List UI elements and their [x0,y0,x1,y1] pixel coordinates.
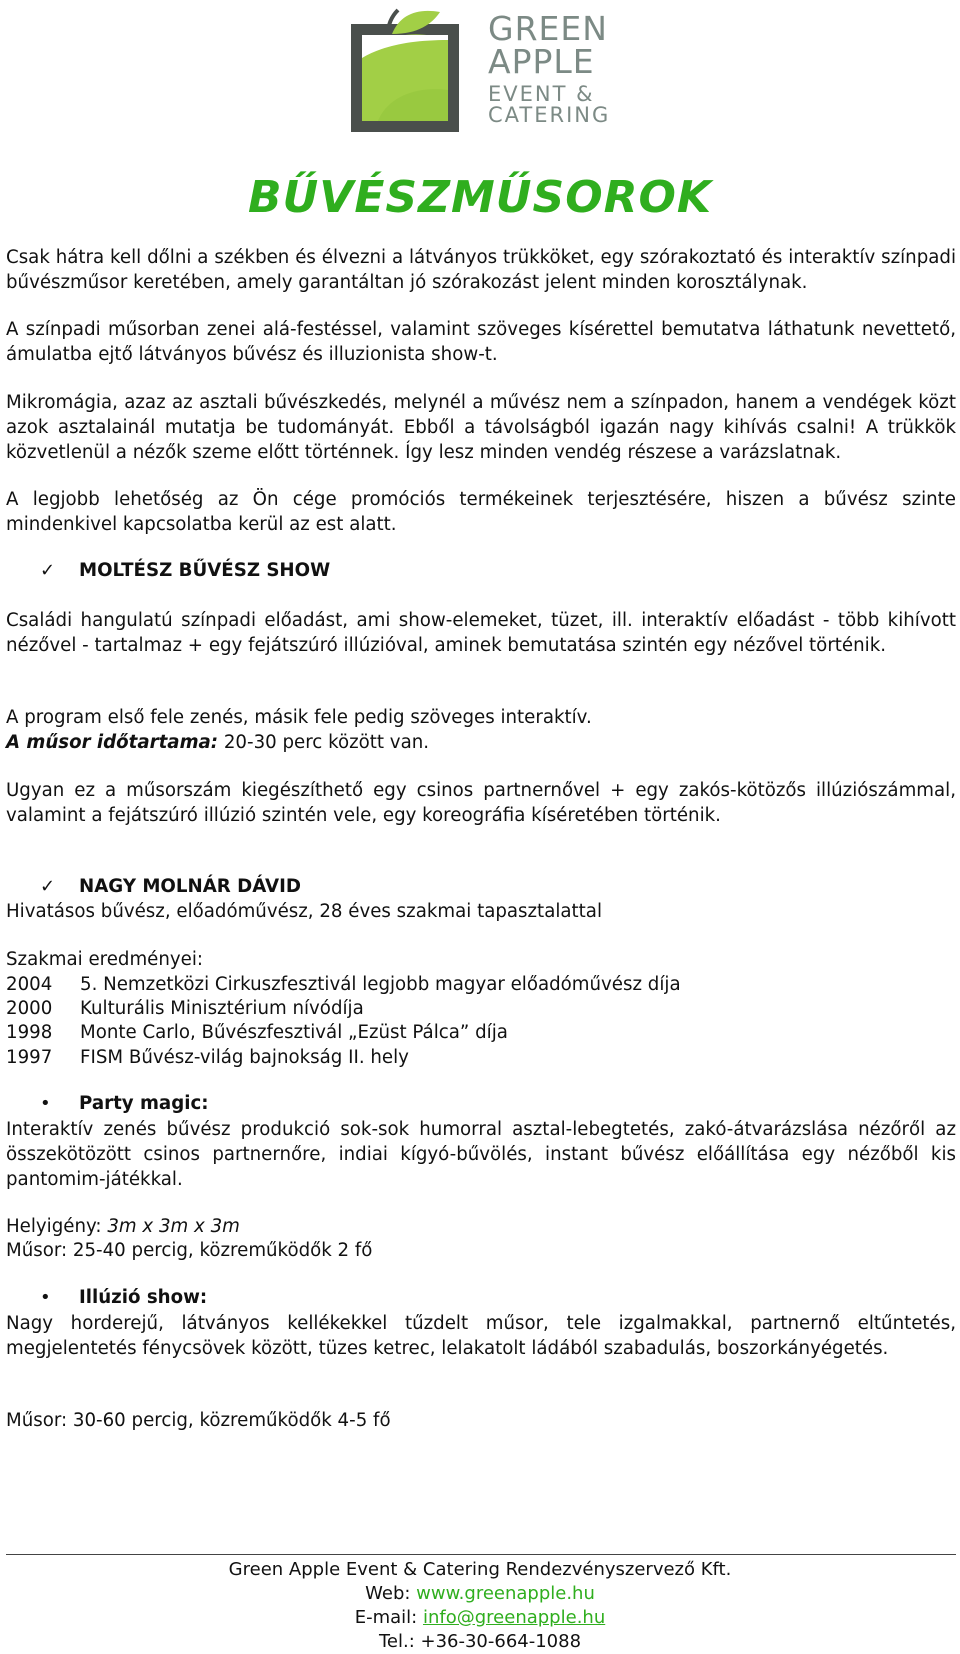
space-label: Helyigény: [6,1216,108,1237]
apple-logo-icon [348,6,478,134]
result-row [6,972,956,997]
illusion-show-info: Műsor: 30-60 percig, közreműködők 4-5 fő [6,1410,391,1431]
footer-phone: Tel.: +36-30-664-1088 [378,1631,582,1652]
logo-line-green: GREEN [488,9,608,48]
bullet-icon: • [40,1093,51,1114]
result-text: FISM Bűvész-világ bajnokság II. hely [80,1047,409,1068]
result-row [6,1045,956,1070]
check-icon: ✓ [40,876,56,897]
result-year: 1997 [6,1047,53,1068]
email-label: E-mail: [354,1607,423,1628]
intro-paragraph-2: A színpadi műsorban zenei alá-festéssel, valamint szöveges kísérettel bemutatva láthatunk nevettető, ámulatba ejtő látványos bűvész és illuzionista show-t. [6,319,956,366]
logo-line-event: EVENT & [488,82,595,106]
nagy-heading: NAGY MOLNÁR DÁVID [79,876,301,897]
result-year: 2000 [6,998,53,1019]
party-heading: Party magic: [79,1093,209,1114]
result-year: 1998 [6,1022,53,1043]
logo-line-catering: CATERING [488,103,611,127]
illusion-description: Nagy horderejű, látványos kellékekkel tűzdelt műsor, tele izgalmakkal, partnernő eltűntetés, megjelentetés fénycsövek között, tüzes ketrec, lelakatolt ládából szabadulás, boszorkányégetés. [6,1313,956,1360]
intro-paragraph-4: A legjobb lehetőség az Ön cége promóciós termékeinek terjesztésére, hiszen a bűvész szinte mindenkivel kapcsolatba kerül az est alatt. [6,489,956,536]
result-text: Monte Carlo, Bűvészfesztivál „Ezüst Pálca” díja [80,1022,508,1043]
check-icon: ✓ [40,560,56,581]
nagy-subtitle: Hivatásos bűvész, előadóművész, 28 éves szakmai tapasztalattal [6,901,602,922]
moltesz-paragraph-2: A program első fele zenés, másik fele pedig szöveges interaktív. [6,707,592,728]
web-link[interactable]: www.greenapple.hu [416,1583,595,1604]
footer-email [0,1606,960,1630]
result-row [6,1020,956,1045]
result-year: 2004 [6,974,53,995]
logo-line-apple: APPLE [488,42,595,81]
party-space [6,1214,956,1239]
page-title: BŰVÉSZMŰSOROK [248,172,712,223]
moltesz-heading: MOLTÉSZ BŰVÉSZ SHOW [79,560,331,581]
result-row [6,996,956,1021]
moltesz-duration [6,730,956,755]
moltesz-paragraph-3: Ugyan ez a műsorszám kiegészíthető egy csinos partnernővel + egy zakós-kötözős illúziószámmal, valamint a fejátszúró illúzió szintén vele, egy koreográfia kíséretében történik. [6,780,956,827]
footer-divider [6,1554,956,1555]
result-text: 5. Nemzetközi Cirkuszfesztivál legjobb magyar előadóművész díja [80,974,681,995]
illusion-heading: Illúzió show: [79,1287,208,1308]
web-label: Web: [365,1583,417,1604]
green-apple-logo [348,6,618,136]
moltesz-paragraph-1: Családi hangulatú színpadi előadást, ami show-elemeket, tüzet, ill. interaktív előadást - több kihívott nézővel - tartalmaz + egy fejátszúró illúzióval, aminek bemutatása szintén egy nézővel történik. [6,610,956,657]
duration-label: A műsor időtartama: [6,732,219,753]
duration-value: 20-30 perc között van. [218,732,430,753]
intro-paragraph-3: Mikromágia, azaz az asztali bűvészkedés, melynél a művész nem a színpadon, hanem a vendégek közt azok asztalainál mutatja be tudományát. Ebből a távolságból igazán nagy kihívás csalni! A trükkök közvetlenül a nézők szeme előtt történnek. Így lesz minden vendég részese a varázslatnak. [6,392,956,464]
party-description: Interaktív zenés bűvész produkció sok-sok humorral asztal-lebegtetés, zakó-átvarázslása nézőről az összekötözött csinos partnernőre, indiai kígyó-bűvölés, instant bűvész előállítása egy nézőből kis pantomim-játékkal. [6,1119,956,1191]
result-text: Kulturális Minisztérium nívódíja [80,998,364,1019]
bullet-icon: • [40,1287,51,1308]
logo-wordmark [488,9,611,127]
footer-company: Green Apple Event & Catering Rendezvényszervező Kft. [228,1559,732,1580]
intro-paragraph-1: Csak hátra kell dőlni a székben és élvezni a látványos trükköket, egy szórakoztató és interaktív színpadi bűvészműsor keretében, amely garantáltan jó szórakozást jelent minden korosztálynak. [6,247,956,294]
space-value: 3m x 3m x 3m [107,1216,240,1237]
footer-web [0,1582,960,1606]
email-link[interactable]: info@greenapple.hu [422,1607,606,1628]
party-show-info: Műsor: 25-40 percig, közreműködők 2 fő [6,1240,373,1261]
results-label: Szakmai eredményei: [6,949,204,970]
